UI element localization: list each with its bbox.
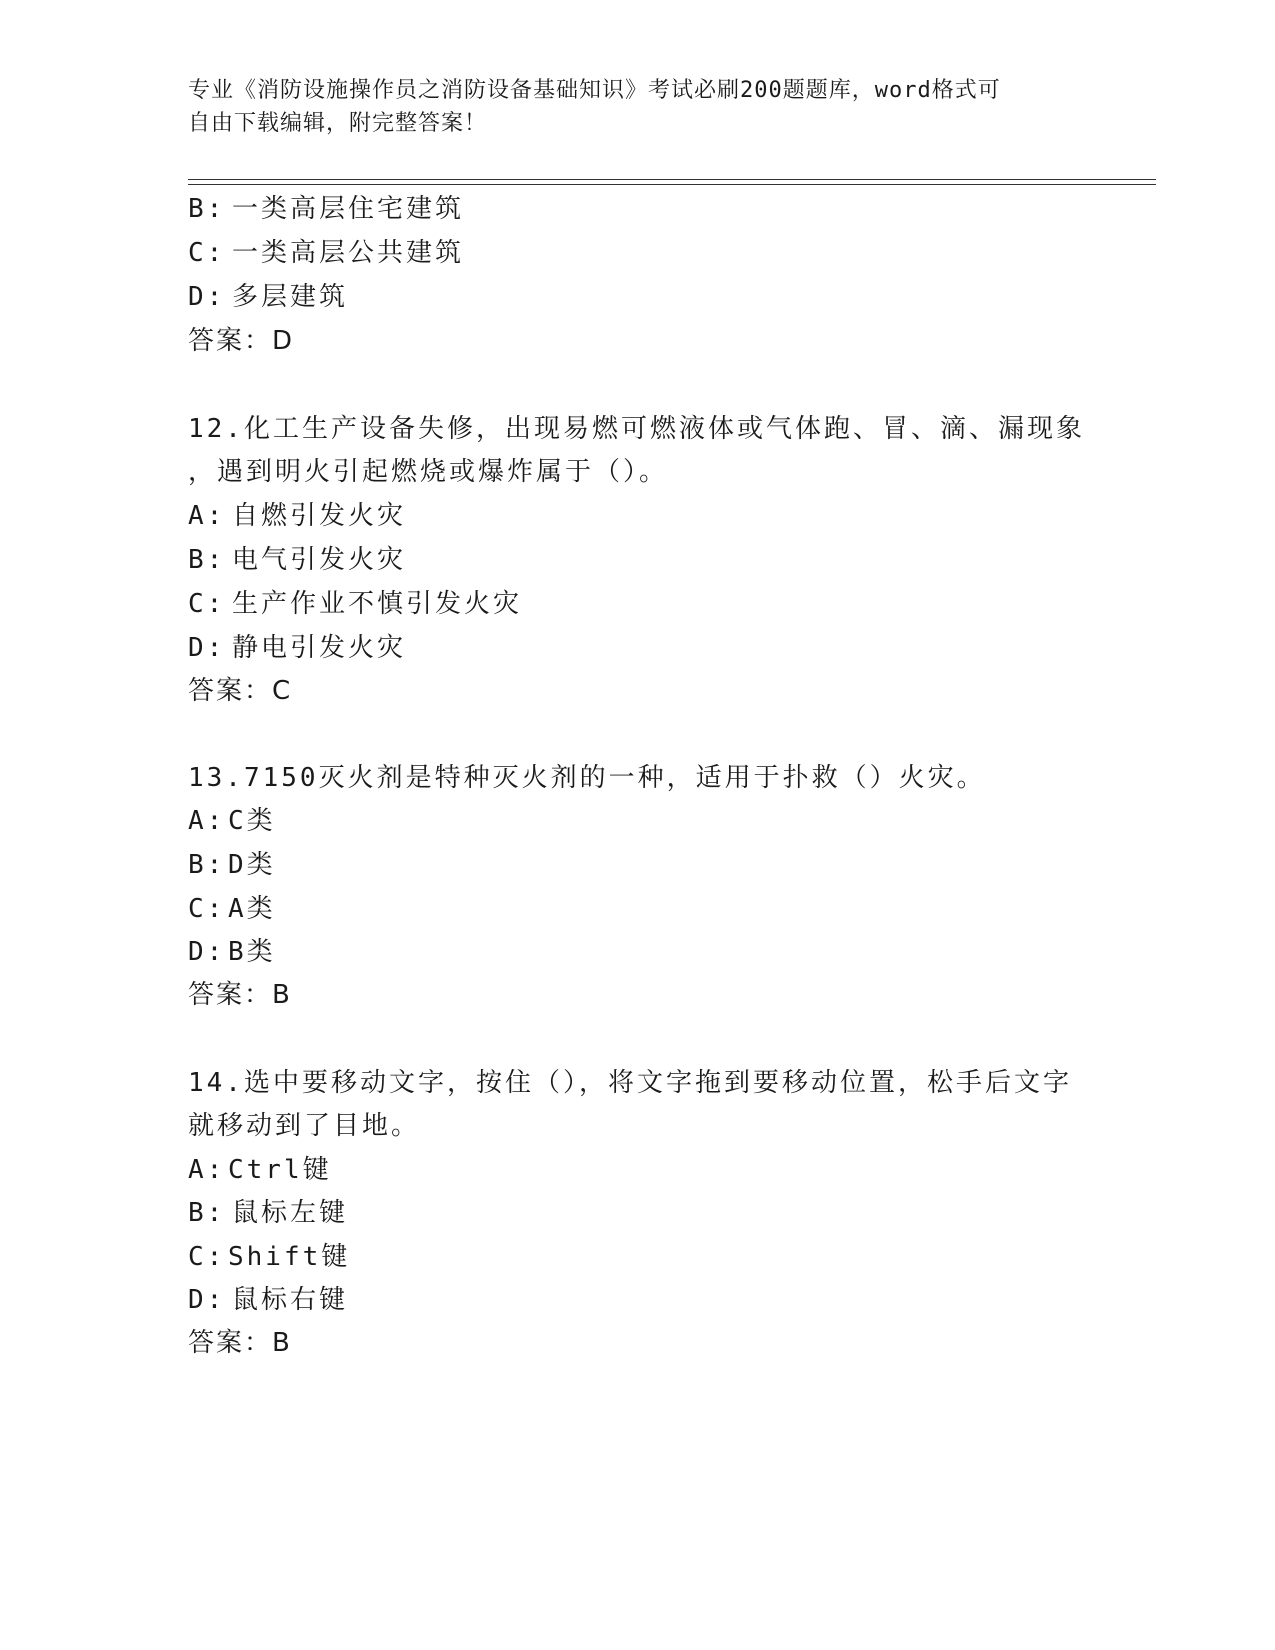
- q14-stem-line-1: 14.选中要移动文字，按住（），将文字拖到要移动位置，松手后文字: [188, 1068, 1072, 1098]
- q12-option-d: [188, 631, 406, 665]
- q14-option-d: [188, 1283, 348, 1317]
- option-label: B:: [188, 194, 226, 224]
- option-label: B:: [188, 850, 226, 880]
- q14-option-a: [188, 1153, 332, 1187]
- option-text: A类: [228, 894, 276, 924]
- option-text: 鼠标右键: [232, 1285, 349, 1315]
- q14-stem-line-2: 就移动到了目地。: [188, 1111, 421, 1141]
- q14-option-c: [188, 1240, 350, 1274]
- header-line-1: 专业《消防设施操作员之消防设备基础知识》考试必刷200题题库，word格式可: [188, 78, 1001, 103]
- option-text: 静电引发火灾: [232, 633, 407, 663]
- q12-option-a: [188, 499, 406, 533]
- q12-stem-line-1: 12.化工生产设备失修，出现易燃可燃液体或气体跑、冒、滴、漏现象: [188, 414, 1085, 444]
- option-text: 一类高层公共建筑: [232, 238, 465, 268]
- q11-option-b: [188, 192, 464, 226]
- q11-option-d: [188, 280, 348, 314]
- option-label: D:: [188, 1285, 226, 1315]
- q13-option-b: [188, 848, 276, 882]
- document-header: [188, 74, 1068, 140]
- option-label: C:: [188, 238, 226, 268]
- option-text: 电气引发火灾: [232, 545, 407, 575]
- header-divider-bottom: [188, 184, 1156, 185]
- option-label: A:: [188, 501, 226, 531]
- option-text: 鼠标左键: [232, 1198, 349, 1228]
- option-text: 一类高层住宅建筑: [232, 194, 465, 224]
- q12-option-c: [188, 587, 522, 621]
- q11-option-c: [188, 236, 464, 270]
- header-line-2: 自由下载编辑，附完整答案！: [188, 111, 488, 136]
- option-text: Ctrl键: [228, 1155, 332, 1185]
- q14-option-b: [188, 1196, 348, 1230]
- q12-option-b: [188, 543, 406, 577]
- header-divider-top: [188, 179, 1156, 180]
- option-label: C:: [188, 589, 226, 619]
- option-label: D:: [188, 937, 226, 967]
- option-label: C:: [188, 1242, 226, 1272]
- option-text: Shift键: [228, 1242, 351, 1272]
- q13-option-c: [188, 892, 276, 926]
- q13-stem-line-1: 13.7150灭火剂是特种灭火剂的一种，适用于扑救（）火灾。: [188, 763, 986, 793]
- option-label: D:: [188, 282, 226, 312]
- option-text: 生产作业不慎引发火灾: [232, 589, 523, 619]
- q14-answer: 答案：B: [188, 1328, 292, 1358]
- q13-option-d: [188, 935, 276, 969]
- q12-answer: 答案：C: [188, 676, 293, 706]
- option-label: B:: [188, 545, 226, 575]
- option-label: B:: [188, 1198, 226, 1228]
- q13-answer: 答案：B: [188, 980, 292, 1010]
- option-text: 多层建筑: [232, 282, 349, 312]
- option-text: D类: [228, 850, 276, 880]
- option-text: C类: [228, 806, 276, 836]
- option-label: A:: [188, 806, 226, 836]
- q12-stem-line-2: ，遇到明火引起燃烧或爆炸属于（）。: [188, 457, 669, 487]
- option-text: B类: [228, 937, 276, 967]
- option-label: D:: [188, 633, 226, 663]
- option-label: A:: [188, 1155, 226, 1185]
- option-text: 自燃引发火灾: [232, 501, 407, 531]
- option-label: C:: [188, 894, 226, 924]
- q11-answer: 答案：D: [188, 326, 295, 356]
- q13-option-a: [188, 804, 276, 838]
